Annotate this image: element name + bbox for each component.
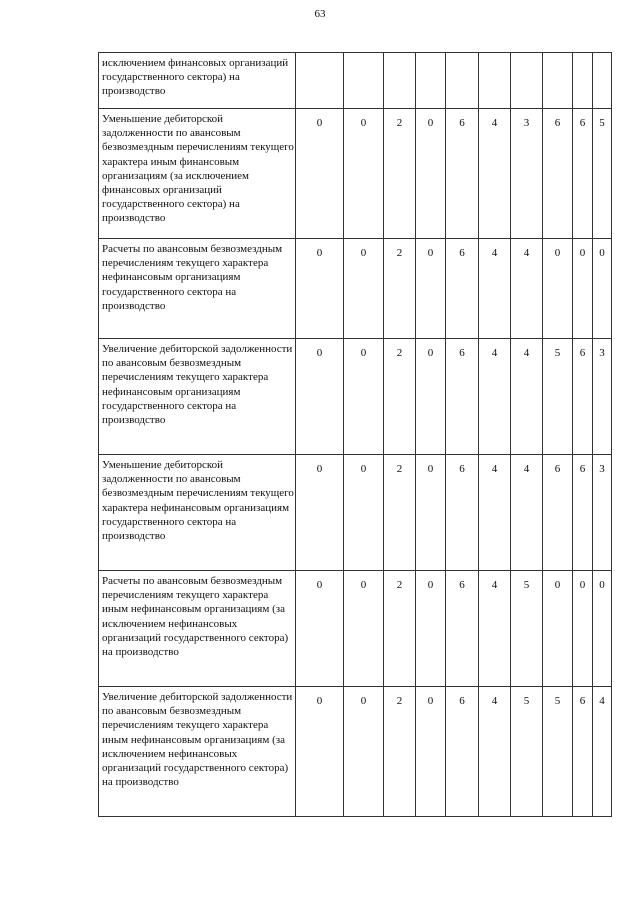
code-digit: 0 (416, 571, 446, 687)
code-digit: 6 (446, 239, 479, 339)
code-digit: 4 (479, 455, 511, 571)
code-digit: 0 (296, 571, 344, 687)
code-digit: 4 (511, 455, 543, 571)
code-digit: 5 (543, 687, 573, 817)
code-digit (296, 53, 344, 109)
row-description: Уменьшение дебиторской задолженности по авансовым безвозмездным перечислениям текущего характера иным финансовым организациям (за исключением финансовых организаций государственного сектора) на производство (99, 109, 296, 239)
table-row (99, 109, 612, 239)
code-digit: 0 (296, 455, 344, 571)
code-digit: 6 (543, 109, 573, 239)
code-digit: 4 (479, 687, 511, 817)
code-digit (384, 53, 416, 109)
code-digit: 4 (479, 571, 511, 687)
code-digit: 5 (593, 109, 612, 239)
code-digit: 0 (296, 109, 344, 239)
code-digit: 2 (384, 455, 416, 571)
code-digit: 2 (384, 109, 416, 239)
code-digit: 6 (573, 339, 593, 455)
table-row (99, 455, 612, 571)
row-description: Расчеты по авансовым безвозмездным перечислениям текущего характера нефинансовым организациям государственного сектора на производство (99, 239, 296, 339)
table-row (99, 339, 612, 455)
code-digit: 4 (479, 109, 511, 239)
code-digit: 4 (593, 687, 612, 817)
table-row (99, 687, 612, 817)
code-digit: 6 (446, 687, 479, 817)
code-digit: 0 (344, 571, 384, 687)
table-row (99, 571, 612, 687)
code-digit: 6 (573, 455, 593, 571)
code-digit: 0 (416, 109, 446, 239)
code-digit: 0 (416, 687, 446, 817)
table-body (99, 53, 612, 817)
code-digit: 4 (511, 339, 543, 455)
code-digit: 6 (446, 339, 479, 455)
code-digit (543, 53, 573, 109)
code-digit: 2 (384, 571, 416, 687)
code-digit (416, 53, 446, 109)
code-digit (573, 53, 593, 109)
code-digit: 0 (344, 687, 384, 817)
code-digit: 0 (344, 455, 384, 571)
code-digit: 0 (416, 455, 446, 571)
code-digit: 4 (511, 239, 543, 339)
code-digit: 0 (416, 239, 446, 339)
code-digit: 2 (384, 687, 416, 817)
code-digit: 5 (543, 339, 573, 455)
code-digit: 5 (511, 571, 543, 687)
page-number: 63 (314, 8, 326, 20)
table-row (99, 53, 612, 109)
code-digit (479, 53, 511, 109)
code-digit (446, 53, 479, 109)
code-digit: 0 (593, 571, 612, 687)
code-digit: 0 (543, 571, 573, 687)
code-digit: 0 (573, 239, 593, 339)
code-digit: 6 (573, 109, 593, 239)
row-description: Увеличение дебиторской задолженности по авансовым безвозмездным перечислениям текущего характера иным нефинансовым организациям (за исключением нефинансовых организаций государственного сектора) на производство (99, 687, 296, 817)
code-digit: 6 (573, 687, 593, 817)
code-digit: 6 (446, 571, 479, 687)
code-digit: 2 (384, 339, 416, 455)
code-digit: 0 (344, 239, 384, 339)
code-digit: 5 (511, 687, 543, 817)
code-digit: 0 (296, 239, 344, 339)
code-digit: 0 (573, 571, 593, 687)
code-digit: 0 (296, 687, 344, 817)
code-digit (593, 53, 612, 109)
code-digit: 0 (593, 239, 612, 339)
row-description: Расчеты по авансовым безвозмездным перечислениям текущего характера иным нефинансовым организациям (за исключением нефинансовых организаций государственного сектора) на производство (99, 571, 296, 687)
code-digit: 3 (593, 455, 612, 571)
account-codes-table (98, 52, 612, 817)
code-digit: 6 (446, 109, 479, 239)
code-digit (344, 53, 384, 109)
code-digit: 3 (593, 339, 612, 455)
code-digit: 4 (479, 239, 511, 339)
row-description: Увеличение дебиторской задолженности по авансовым безвозмездным перечислениям текущего характера нефинансовым организациям государственного сектора на производство (99, 339, 296, 455)
code-digit: 0 (543, 239, 573, 339)
code-digit: 6 (446, 455, 479, 571)
code-digit: 2 (384, 239, 416, 339)
code-digit (511, 53, 543, 109)
code-digit: 3 (511, 109, 543, 239)
code-digit: 0 (344, 109, 384, 239)
code-digit: 0 (344, 339, 384, 455)
row-description: Уменьшение дебиторской задолженности по авансовым безвозмездным перечислениям текущего характера нефинансовым организациям государственного сектора на производство (99, 455, 296, 571)
table-row (99, 239, 612, 339)
code-digit: 6 (543, 455, 573, 571)
row-description: исключением финансовых организаций государственного сектора) на производство (99, 53, 296, 109)
code-digit: 0 (296, 339, 344, 455)
code-digit: 0 (416, 339, 446, 455)
code-digit: 4 (479, 339, 511, 455)
